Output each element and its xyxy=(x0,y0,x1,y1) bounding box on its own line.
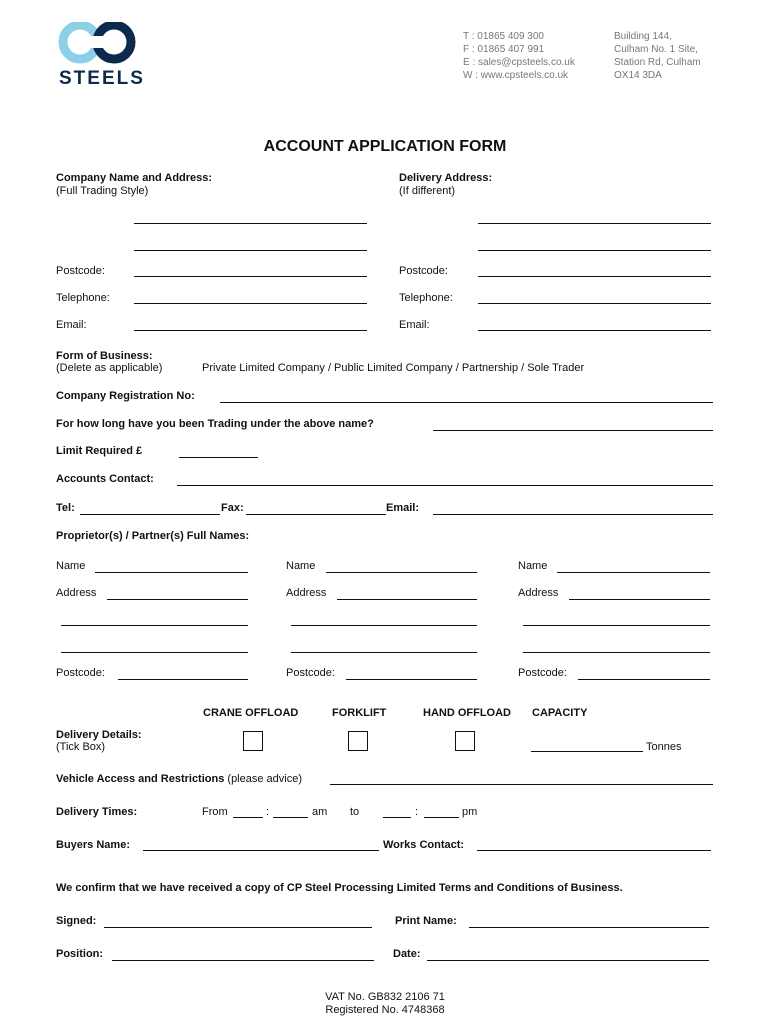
proprietor-2-address-line-3[interactable] xyxy=(291,652,477,653)
proprietor-3-postcode-field[interactable] xyxy=(578,679,710,680)
hand-offload-label: HAND OFFLOAD xyxy=(423,707,511,719)
form-of-business-subheading: (Delete as applicable) xyxy=(56,362,163,374)
vehicle-access-field[interactable] xyxy=(330,784,713,785)
position-label: Position: xyxy=(56,948,104,960)
proprietor-2-address-label: Address xyxy=(286,587,327,599)
proprietor-1-address-label: Address xyxy=(56,587,97,599)
am-label: am xyxy=(312,806,328,818)
delivery-telephone-field[interactable] xyxy=(478,303,711,304)
fax-line: F : 01865 407 991 xyxy=(463,44,545,55)
proprietor-1-address-line-3[interactable] xyxy=(61,652,248,653)
delivery-details-subheading: (Tick Box) xyxy=(56,741,106,753)
form-title: ACCOUNT APPLICATION FORM xyxy=(263,138,507,155)
email-line[interactable]: E : sales@cpsteels.co.uk xyxy=(463,57,575,68)
from-label: From xyxy=(202,806,228,818)
delivery-email-label: Email: xyxy=(399,319,430,331)
terms-confirmation-text: We confirm that we have received a copy of CP Steel Processing Limited Terms and Conditions of Business. xyxy=(56,882,623,894)
print-name-label: Print Name: xyxy=(395,915,457,927)
proprietor-2-name-field[interactable] xyxy=(326,572,477,573)
registered-number: Registered No. 4748368 xyxy=(325,1004,445,1016)
to-minute-field[interactable] xyxy=(424,817,459,818)
address-line: Building 144, xyxy=(614,31,672,42)
forklift-checkbox[interactable] xyxy=(348,731,368,751)
contact-details xyxy=(463,30,575,82)
print-name-field[interactable] xyxy=(469,927,709,928)
proprietor-2-postcode-field[interactable] xyxy=(346,679,477,680)
hand-offload-checkbox[interactable] xyxy=(455,731,475,751)
company-postcode-field[interactable] xyxy=(134,276,367,277)
accounts-email-field[interactable] xyxy=(433,514,713,515)
proprietor-1-postcode-label: Postcode: xyxy=(56,667,105,679)
from-hour-field[interactable] xyxy=(233,817,263,818)
capacity-label: CAPACITY xyxy=(532,707,588,719)
proprietor-3-address-line-2[interactable] xyxy=(523,625,710,626)
vehicle-access-note: (please advice) xyxy=(227,773,302,785)
to-colon: : xyxy=(415,806,419,818)
tonnes-label: Tonnes xyxy=(646,741,682,753)
delivery-times-label: Delivery Times: xyxy=(56,806,138,818)
proprietor-2-address-line-2[interactable] xyxy=(291,625,477,626)
tel-field[interactable] xyxy=(80,514,220,515)
company-address-heading: Company Name and Address: xyxy=(56,172,213,184)
proprietors-heading: Proprietor(s) / Partner(s) Full Names: xyxy=(56,530,250,542)
proprietor-2-name-label: Name xyxy=(286,560,316,572)
to-hour-field[interactable] xyxy=(383,817,411,818)
proprietor-3-name-label: Name xyxy=(518,560,548,572)
proprietor-1-postcode-field[interactable] xyxy=(118,679,248,680)
proprietor-1-name-field[interactable] xyxy=(95,572,248,573)
web-line[interactable]: W : www.cpsteels.co.uk xyxy=(463,70,569,81)
proprietor-1-address-line-2[interactable] xyxy=(61,625,248,626)
company-postcode-label: Postcode: xyxy=(56,265,105,277)
proprietor-1-address-field[interactable] xyxy=(107,599,248,600)
limit-required-label: Limit Required £ xyxy=(56,445,143,457)
forklift-label: FORKLIFT xyxy=(332,707,387,719)
address-line: Station Rd, Culham xyxy=(614,57,701,68)
capacity-field[interactable] xyxy=(531,751,643,752)
delivery-address-subheading: (If different) xyxy=(399,185,456,197)
delivery-email-field[interactable] xyxy=(478,330,711,331)
proprietor-2-postcode-label: Postcode: xyxy=(286,667,335,679)
vehicle-access-title: Vehicle Access and Restrictions xyxy=(56,773,225,785)
company-address-line-2[interactable] xyxy=(134,250,367,251)
from-colon: : xyxy=(266,806,270,818)
proprietor-3-address-line-3[interactable] xyxy=(523,652,710,653)
position-field[interactable] xyxy=(112,960,374,961)
accounts-contact-label: Accounts Contact: xyxy=(56,473,154,485)
crane-offload-label: CRANE OFFLOAD xyxy=(203,707,299,719)
company-address xyxy=(614,30,701,82)
date-field[interactable] xyxy=(427,960,709,961)
proprietor-3-name-field[interactable] xyxy=(557,572,710,573)
delivery-address-heading: Delivery Address: xyxy=(399,172,493,184)
delivery-address-line-2[interactable] xyxy=(478,250,711,251)
proprietor-1-name-label: Name xyxy=(56,560,86,572)
vehicle-access-label xyxy=(56,774,302,785)
pm-label: pm xyxy=(462,806,478,818)
address-line: OX14 3DA xyxy=(614,70,662,81)
signed-field[interactable] xyxy=(104,927,372,928)
company-email-field[interactable] xyxy=(134,330,367,331)
address-line: Culham No. 1 Site, xyxy=(614,44,698,55)
company-address-subheading: (Full Trading Style) xyxy=(56,185,149,197)
company-email-label: Email: xyxy=(56,319,87,331)
delivery-details-heading: Delivery Details: xyxy=(56,729,142,741)
accounts-contact-field[interactable] xyxy=(177,485,713,486)
vat-number: VAT No. GB832 2106 71 xyxy=(325,991,445,1003)
company-registration-label: Company Registration No: xyxy=(56,390,195,402)
works-contact-field[interactable] xyxy=(477,850,711,851)
tel-label: Tel: xyxy=(56,502,75,514)
company-address-line-1[interactable] xyxy=(134,223,367,224)
buyers-name-field[interactable] xyxy=(143,850,379,851)
fax-label: Fax: xyxy=(221,502,244,514)
accounts-email-label: Email: xyxy=(386,502,420,514)
signed-label: Signed: xyxy=(56,915,97,927)
from-minute-field[interactable] xyxy=(273,817,308,818)
logo-mark-icon xyxy=(56,22,146,66)
crane-offload-checkbox[interactable] xyxy=(243,731,263,751)
to-label: to xyxy=(350,806,360,818)
delivery-telephone-label: Telephone: xyxy=(399,292,453,304)
delivery-address-line-1[interactable] xyxy=(478,223,711,224)
trading-length-field[interactable] xyxy=(433,430,713,431)
date-label: Date: xyxy=(393,948,421,960)
cp-steels-logo xyxy=(56,22,146,92)
delivery-postcode-field[interactable] xyxy=(478,276,711,277)
proprietor-3-postcode-label: Postcode: xyxy=(518,667,567,679)
proprietor-3-address-label: Address xyxy=(518,587,559,599)
trading-length-label: For how long have you been Trading under the above name? xyxy=(56,418,374,430)
proprietor-3-address-field[interactable] xyxy=(569,599,710,600)
phone-line: T : 01865 409 300 xyxy=(463,31,544,42)
business-type-options[interactable]: Private Limited Company / Public Limited Company / Partnership / Sole Trader xyxy=(202,362,585,374)
proprietor-2-address-field[interactable] xyxy=(337,599,477,600)
company-telephone-field[interactable] xyxy=(134,303,367,304)
works-contact-label: Works Contact: xyxy=(383,839,465,851)
company-registration-field[interactable] xyxy=(220,402,713,403)
delivery-postcode-label: Postcode: xyxy=(399,265,448,277)
logo-text: STEELS xyxy=(59,68,145,89)
buyers-name-label: Buyers Name: xyxy=(56,839,130,851)
limit-required-field[interactable] xyxy=(179,457,258,458)
company-telephone-label: Telephone: xyxy=(56,292,110,304)
fax-field[interactable] xyxy=(246,514,386,515)
form-of-business-heading: Form of Business: xyxy=(56,350,153,362)
